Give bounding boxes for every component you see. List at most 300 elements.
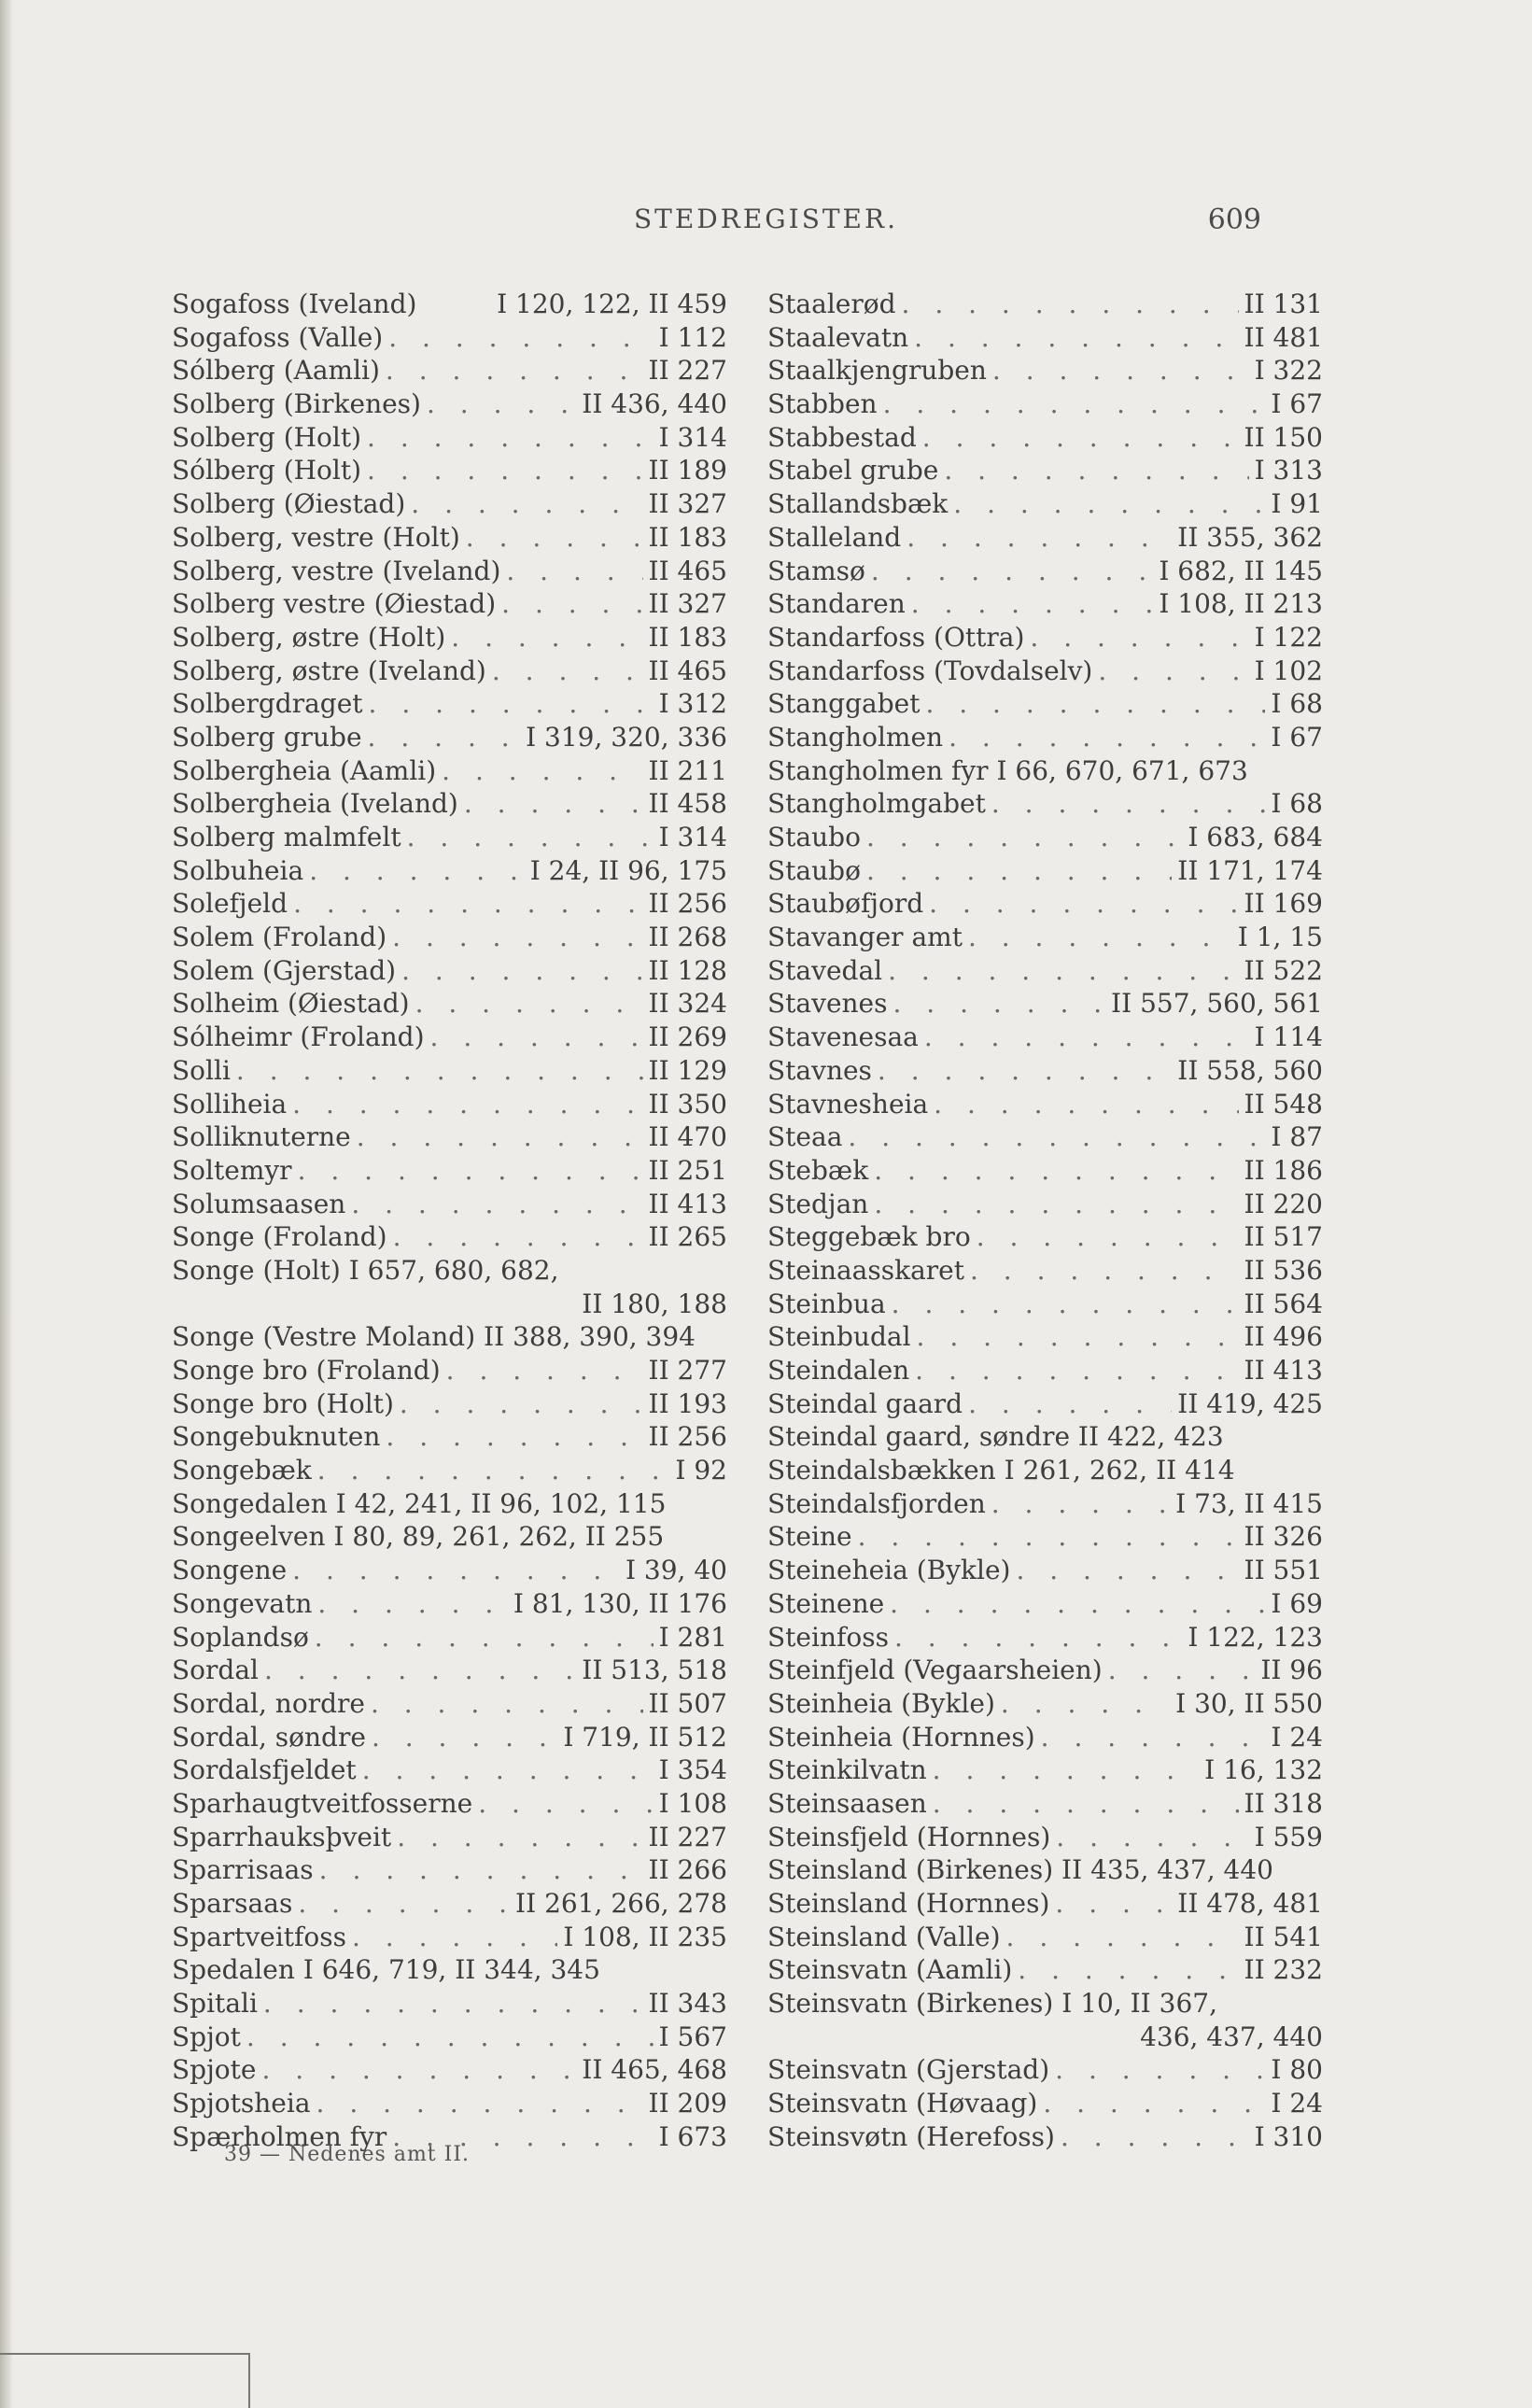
entry-place-name: Sordal, søndre <box>172 1721 366 1753</box>
index-entry <box>767 1320 1323 1354</box>
entry-page-ref: II 183 <box>648 621 727 653</box>
index-entry <box>767 655 1323 688</box>
index-entry <box>172 954 727 988</box>
page-title: STEDREGISTER. <box>634 204 898 234</box>
entry-place-name: Solbergheia (Iveland) <box>172 788 458 820</box>
dot-leader <box>991 1487 1170 1521</box>
entry-page-ref: I 73, II 415 <box>1175 1487 1323 1519</box>
index-entry <box>172 1088 727 1121</box>
index-entry <box>767 721 1323 754</box>
dot-leader <box>367 421 654 455</box>
index-entry <box>172 288 727 321</box>
entry-place-name: Steinkilvatn <box>767 1754 927 1786</box>
entry-place-name: Steinsfjeld (Hornnes) <box>767 1821 1051 1852</box>
dot-leader <box>907 521 1172 555</box>
dot-leader <box>991 787 1266 821</box>
entry-place-name: Steinheia (Hornnes) <box>767 1721 1035 1753</box>
index-entry <box>172 1021 727 1054</box>
dot-leader <box>1098 655 1248 688</box>
dot-leader <box>929 887 1238 921</box>
entry-page-ref: II 220 <box>1244 1188 1323 1219</box>
dot-leader <box>1043 2087 1265 2120</box>
dot-leader <box>902 288 1239 321</box>
dot-leader <box>466 521 643 555</box>
dot-leader <box>922 421 1239 455</box>
entry-place-name: Songevatn <box>172 1587 313 1619</box>
entry-page-ref: II 96 <box>1260 1655 1323 1686</box>
index-entry <box>767 1721 1323 1754</box>
entry-page-ref: I 92 <box>675 1455 727 1486</box>
entry-place-name: Stavnes <box>767 1054 872 1086</box>
dot-leader <box>392 921 642 954</box>
entry-place-name: Songebuknuten <box>172 1421 381 1453</box>
dot-leader <box>464 787 643 821</box>
entry-place-name: Sparrhauksþveit <box>172 1821 392 1852</box>
dot-leader <box>246 2021 654 2054</box>
entry-page-ref: II 256 <box>648 888 727 920</box>
entry-place-name: Steinsaasen <box>767 1787 927 1819</box>
entry-page-ref: II 478, 481 <box>1177 1888 1323 1919</box>
dot-leader <box>411 487 642 521</box>
entry-place-name: Spjot <box>172 2021 241 2052</box>
entry-page-ref: II 256 <box>648 1421 727 1453</box>
entry-place-name: Steinbua <box>767 1288 886 1319</box>
dot-leader <box>317 1454 670 1487</box>
index-entry <box>172 1787 727 1821</box>
entry-page-ref: I 122, 123 <box>1188 1621 1323 1653</box>
dot-leader <box>1056 1821 1248 1854</box>
entry-place-name: Staubø <box>767 854 861 886</box>
dot-leader <box>292 1554 620 1587</box>
dot-leader <box>924 1021 1249 1054</box>
entry-page-ref: I 319, 320, 336 <box>526 721 727 753</box>
dot-leader <box>501 587 642 621</box>
entry-page-ref: II 251 <box>648 1154 727 1186</box>
index-entry <box>172 421 727 455</box>
entry-place-name: Sordal <box>172 1655 259 1686</box>
entry-page-ref: I 559 <box>1254 1821 1323 1852</box>
entry-place-name: Solliheia <box>172 1088 288 1120</box>
dot-leader <box>970 1254 1239 1288</box>
entry-place-name: Stabbestad <box>767 421 917 453</box>
dot-leader <box>400 1387 643 1421</box>
entry-page-ref: I 313 <box>1254 455 1323 486</box>
entry-place-name: Stabben <box>767 388 878 420</box>
dot-leader <box>264 1654 576 1687</box>
index-entry <box>172 787 727 821</box>
entry-place-name: Staalkjengruben <box>767 355 987 387</box>
entry-page-ref: II 558, 560 <box>1177 1054 1323 1086</box>
index-entry <box>172 2087 727 2120</box>
entry-page-ref: I 69 <box>1271 1587 1323 1619</box>
entry-page-ref: II 350 <box>648 1088 727 1120</box>
entry-page-ref: I 312 <box>658 688 727 720</box>
entry-place-name: Solberg vestre (Øiestad) <box>172 588 497 620</box>
entry-place-name: Spedalen I 646, 719, II 344, 345 <box>172 1954 600 1986</box>
index-entry <box>767 1154 1323 1188</box>
entry-place-name: Sólberg (Aamli) <box>172 355 380 387</box>
entry-page-ref: I 567 <box>658 2021 727 2052</box>
entry-page-ref: II 180, 188 <box>582 1288 727 1319</box>
entry-place-name: Songedalen I 42, 241, II 96, 102, 115 <box>172 1487 667 1519</box>
dot-leader <box>934 1088 1238 1121</box>
entry-place-name: Solem (Froland) <box>172 922 387 953</box>
entry-page-ref: I 16, 132 <box>1204 1754 1323 1786</box>
index-entry <box>172 1454 727 1487</box>
index-entry <box>172 1120 727 1154</box>
index-entry <box>172 1654 727 1687</box>
index-entry <box>767 387 1323 421</box>
entry-place-name: Solberg grube <box>172 721 362 753</box>
dot-leader <box>992 354 1249 387</box>
dot-leader <box>357 1120 643 1154</box>
index-entry <box>767 1120 1323 1154</box>
entry-place-name: Solberg (Birkenes) <box>172 388 421 420</box>
index-entry <box>172 555 727 588</box>
dot-leader <box>917 1320 1239 1354</box>
entry-place-name: Solberg malmfelt <box>172 822 401 852</box>
entry-place-name: Sparsaas <box>172 1888 293 1919</box>
entry-place-name: Spitali <box>172 1988 258 2020</box>
entry-place-name: Staubo <box>767 822 861 852</box>
dot-leader <box>451 621 642 655</box>
index-entry <box>172 1687 727 1721</box>
entry-page-ref: II 186 <box>1244 1154 1323 1186</box>
entry-page-ref: I 354 <box>658 1754 727 1786</box>
entry-place-name: Steinfjeld (Vegaarsheien) <box>767 1655 1103 1686</box>
entry-page-ref: I 87 <box>1271 1121 1323 1153</box>
dot-leader <box>415 987 643 1021</box>
index-entry <box>172 1188 727 1221</box>
entry-page-ref: II 327 <box>648 488 727 520</box>
entry-page-ref: II 318 <box>1244 1787 1323 1819</box>
index-entry <box>767 1054 1323 1088</box>
index-entry <box>172 354 727 387</box>
dot-leader <box>977 1220 1239 1254</box>
index-entry <box>767 1454 1323 1487</box>
entry-page-ref: I 112 <box>658 321 727 353</box>
entry-place-name: Sparrisaas <box>172 1854 314 1886</box>
entry-place-name: Stedjan <box>767 1188 869 1219</box>
dot-leader <box>317 1587 508 1621</box>
entry-page-ref: I 91 <box>1271 488 1323 520</box>
index-entry <box>172 987 727 1021</box>
entry-place-name: Steindalen <box>767 1355 910 1386</box>
dot-leader <box>316 2087 643 2120</box>
entry-page-ref: I 102 <box>1254 655 1323 686</box>
dot-leader <box>893 987 1106 1021</box>
entry-page-ref: II 496 <box>1244 1321 1323 1353</box>
entry-place-name: Steinene <box>767 1587 885 1619</box>
entry-place-name: Stavenes <box>767 988 888 1020</box>
entry-place-name: Steinsvatn (Aamli) <box>767 1954 1013 1986</box>
index-entry <box>172 1887 727 1921</box>
entry-place-name: Steindal gaard, søndre II 422, 423 <box>767 1421 1224 1453</box>
entry-page-ref: I 67 <box>1271 388 1323 420</box>
entry-page-ref: I 68 <box>1271 788 1323 820</box>
entry-place-name: Spjote <box>172 2054 257 2086</box>
entry-place-name: Steaa <box>767 1121 843 1153</box>
entry-place-name: Stavenesaa <box>767 1021 919 1053</box>
entry-page-ref: II 227 <box>648 1821 727 1852</box>
entry-place-name: Staalevatn <box>767 321 909 353</box>
index-entry <box>172 1821 727 1854</box>
entry-page-ref: I 68 <box>1271 688 1323 720</box>
dot-leader <box>848 1120 1265 1154</box>
entry-page-ref: II 150 <box>1244 421 1323 453</box>
entry-place-name: Steinsvatn (Høvaag) <box>767 2088 1038 2119</box>
index-entry <box>172 1621 727 1655</box>
entry-place-name: Steindal gaard <box>767 1387 963 1419</box>
index-entry <box>172 1520 727 1554</box>
index-entry <box>172 1154 727 1188</box>
dot-leader <box>968 921 1232 954</box>
index-entry <box>767 1654 1323 1687</box>
dot-leader <box>367 454 643 487</box>
entry-place-name: Spjotsheia <box>172 2088 311 2119</box>
index-entry <box>767 555 1323 588</box>
dot-leader <box>888 954 1238 988</box>
entry-page-ref: II 209 <box>648 2088 727 2119</box>
entry-page-ref: II 265 <box>648 1221 727 1253</box>
entry-page-ref: I 683, 684 <box>1188 822 1323 852</box>
dot-leader <box>261 2053 576 2087</box>
entry-place-name: Solbergdraget <box>172 688 363 720</box>
dot-leader <box>236 1054 643 1088</box>
index-entry <box>172 321 727 355</box>
index-entry <box>172 1721 727 1754</box>
index-entry <box>767 1288 1323 1321</box>
entry-page-ref: II 266 <box>648 1854 727 1886</box>
index-entry <box>767 1188 1323 1221</box>
entry-place-name: Solberg, vestre (Iveland) <box>172 555 501 586</box>
index-entry <box>767 1953 1323 1987</box>
entry-place-name: Sólheimr (Froland) <box>172 1021 425 1053</box>
entry-place-name: Stebæk <box>767 1154 869 1186</box>
entry-place-name: Solliknuterne <box>172 1121 351 1153</box>
entry-place-name: Songe (Vestre Moland) II 388, 390, 394 <box>172 1321 696 1353</box>
index-entry <box>767 2087 1323 2120</box>
index-entry <box>767 1853 1323 1887</box>
entry-page-ref: II 269 <box>648 1021 727 1053</box>
entry-page-ref: II 522 <box>1244 954 1323 986</box>
dot-leader <box>506 555 642 588</box>
entry-place-name: Sordal, nordre <box>172 1687 365 1719</box>
entry-place-name: Solbuheia <box>172 854 304 886</box>
entry-page-ref: II 517 <box>1244 1221 1323 1253</box>
entry-place-name: Stangholmgabet <box>767 788 986 820</box>
index-entry <box>767 321 1323 355</box>
entry-place-name: Soplandsø <box>172 1621 309 1653</box>
index-entry <box>172 1753 727 1787</box>
index-entry <box>767 1687 1323 1721</box>
entry-place-name: Solefjeld <box>172 888 288 920</box>
entry-place-name: Steinsvatn (Gjerstad) <box>767 2054 1050 2086</box>
entry-place-name: Solem (Gjerstad) <box>172 954 397 986</box>
index-entry <box>767 288 1323 321</box>
entry-place-name: Steinbudal <box>767 1321 911 1353</box>
entry-page-ref: I 114 <box>1254 1021 1323 1053</box>
index-entry <box>767 1587 1323 1621</box>
entry-place-name: Steine <box>767 1521 852 1553</box>
entry-place-name: Spartveitfoss <box>172 1921 346 1952</box>
entry-place-name: Steindalsbækken I 261, 262, II 414 <box>767 1455 1235 1486</box>
entry-place-name: Steinfoss <box>767 1621 889 1653</box>
entry-place-name: Steggebæk bro <box>767 1221 971 1253</box>
dot-leader <box>949 721 1265 754</box>
entry-page-ref: II 171, 174 <box>1177 854 1323 886</box>
entry-place-name: Stanggabet <box>767 688 921 720</box>
entry-page-ref: II 131 <box>1244 289 1323 319</box>
index-entry <box>172 1354 727 1387</box>
entry-page-ref: I 682, II 145 <box>1159 555 1323 586</box>
entry-place-name: Songe (Holt) I 657, 680, 682, <box>172 1254 559 1286</box>
left-index-column <box>172 288 727 2154</box>
entry-page-ref: II 436, 440 <box>582 388 727 420</box>
dot-leader <box>890 1587 1265 1621</box>
index-entry <box>767 821 1323 854</box>
index-entry <box>172 1554 727 1587</box>
dot-leader <box>393 1220 643 1254</box>
entry-place-name: Stamsø <box>767 555 865 586</box>
dot-leader <box>858 1520 1239 1554</box>
index-entry <box>767 1387 1323 1421</box>
index-entry <box>767 1254 1323 1288</box>
index-entry <box>767 854 1323 888</box>
dot-leader <box>1055 2053 1265 2087</box>
dot-leader <box>388 321 653 355</box>
index-entry <box>172 621 727 655</box>
index-entry <box>767 987 1323 1021</box>
entry-place-name: Staalerød <box>767 289 896 319</box>
dot-leader <box>446 1354 643 1387</box>
index-entry <box>172 854 727 888</box>
index-entry <box>767 921 1323 954</box>
entry-page-ref: II 513, 518 <box>582 1655 727 1686</box>
entry-place-name: Steineheia (Bykle) <box>767 1555 1011 1586</box>
entry-place-name: Solberg (Øiestad) <box>172 488 406 520</box>
index-entry <box>172 1387 727 1421</box>
entry-page-ref: II 327 <box>648 588 727 620</box>
index-entry <box>767 954 1323 988</box>
index-entry <box>767 1987 1323 2021</box>
index-entry <box>767 887 1323 921</box>
entry-page-ref: 436, 437, 440 <box>1140 2021 1323 2052</box>
dot-leader <box>953 487 1265 521</box>
entry-place-name: Solumsaasen <box>172 1188 346 1219</box>
dot-leader <box>1030 621 1248 655</box>
entry-page-ref: II 343 <box>648 1988 727 2020</box>
entry-page-ref: II 227 <box>648 355 727 387</box>
index-entry <box>767 1921 1323 1954</box>
index-entry <box>172 587 727 621</box>
entry-place-name: Songe bro (Holt) <box>172 1387 394 1419</box>
entry-place-name: Sordalsfjeldet <box>172 1754 357 1786</box>
dot-leader <box>492 655 643 688</box>
index-entry <box>767 787 1323 821</box>
entry-place-name: Stabel grube <box>767 455 939 486</box>
dot-leader <box>352 1921 557 1954</box>
entry-place-name: Songe bro (Froland) <box>172 1355 441 1386</box>
entry-page-ref: I 122 <box>1254 621 1323 653</box>
dot-leader <box>386 354 643 387</box>
dot-leader <box>1061 2120 1249 2154</box>
entry-place-name: Sparhaugtveitfosserne <box>172 1787 473 1819</box>
dot-leader <box>1055 1887 1172 1921</box>
entry-page-ref: II 465, 468 <box>582 2054 727 2086</box>
entry-place-name: Standarfoss (Tovdalselv) <box>767 655 1093 686</box>
entry-page-ref: I 314 <box>658 421 727 453</box>
entry-page-ref: I 673 <box>658 2120 727 2152</box>
index-entry <box>767 754 1323 788</box>
index-entry <box>172 1420 727 1454</box>
dot-leader <box>430 1021 643 1054</box>
entry-place-name: Steinsland (Birkenes) II 435, 437, 440 <box>767 1854 1273 1886</box>
entry-page-ref: I 108, II 235 <box>563 1921 727 1952</box>
index-entry <box>767 354 1323 387</box>
right-index-column <box>767 288 1323 2154</box>
entry-page-ref: II 470 <box>648 1121 727 1153</box>
dot-leader <box>401 954 642 988</box>
index-entry <box>767 1753 1323 1787</box>
dot-leader <box>372 1721 557 1754</box>
index-entry <box>767 1520 1323 1554</box>
entry-place-name: Steinaasskaret <box>767 1254 964 1286</box>
entry-page-ref: I 108, II 213 <box>1159 588 1323 620</box>
entry-place-name: Stavnesheia <box>767 1088 929 1120</box>
entry-place-name: Standaren <box>767 588 906 620</box>
dot-leader <box>407 821 654 854</box>
index-entry <box>172 1054 727 1088</box>
dot-leader <box>915 1354 1238 1387</box>
entry-page-ref: II 324 <box>648 988 727 1020</box>
dot-leader <box>968 1387 1172 1421</box>
index-entry <box>172 387 727 421</box>
index-entry <box>767 1554 1323 1587</box>
entry-page-ref: II 261, 266, 278 <box>515 1888 727 1919</box>
entry-page-ref: I 310 <box>1254 2120 1323 2152</box>
entry-page-ref: II 458 <box>648 788 727 820</box>
index-entry <box>767 1487 1323 1521</box>
entry-page-ref: II 169 <box>1244 888 1323 920</box>
entry-page-ref: I 39, 40 <box>625 1555 727 1586</box>
entry-page-ref: II 277 <box>648 1355 727 1386</box>
index-entry <box>767 2120 1323 2154</box>
index-entry <box>172 487 727 521</box>
index-entry <box>767 2053 1323 2087</box>
dot-leader <box>883 387 1266 421</box>
entry-place-name: Stangholmen <box>767 721 944 753</box>
entry-place-name: Sogafoss (Valle) <box>172 321 384 353</box>
entry-page-ref: II 564 <box>1244 1288 1323 1319</box>
entry-place-name: Steinheia (Bykle) <box>767 1687 995 1719</box>
dot-leader <box>397 1821 642 1854</box>
index-entry <box>767 1354 1323 1387</box>
dot-leader <box>871 555 1153 588</box>
entry-page-ref: II 536 <box>1244 1254 1323 1286</box>
dot-leader <box>878 1054 1172 1088</box>
scan-corner-mark <box>0 2353 250 2408</box>
entry-place-name: Steindalsfjorden <box>767 1487 986 1519</box>
entry-page-ref: I 719, II 512 <box>563 1721 727 1753</box>
index-entry <box>767 1621 1323 1655</box>
entry-page-ref: I 24 <box>1271 1721 1323 1753</box>
dot-leader <box>911 587 1154 621</box>
index-entry <box>767 2021 1323 2054</box>
index-entry <box>767 421 1323 455</box>
entry-place-name: Steinsvatn (Birkenes) I 10, II 367, <box>767 1988 1217 2020</box>
index-entry <box>172 1288 727 1321</box>
